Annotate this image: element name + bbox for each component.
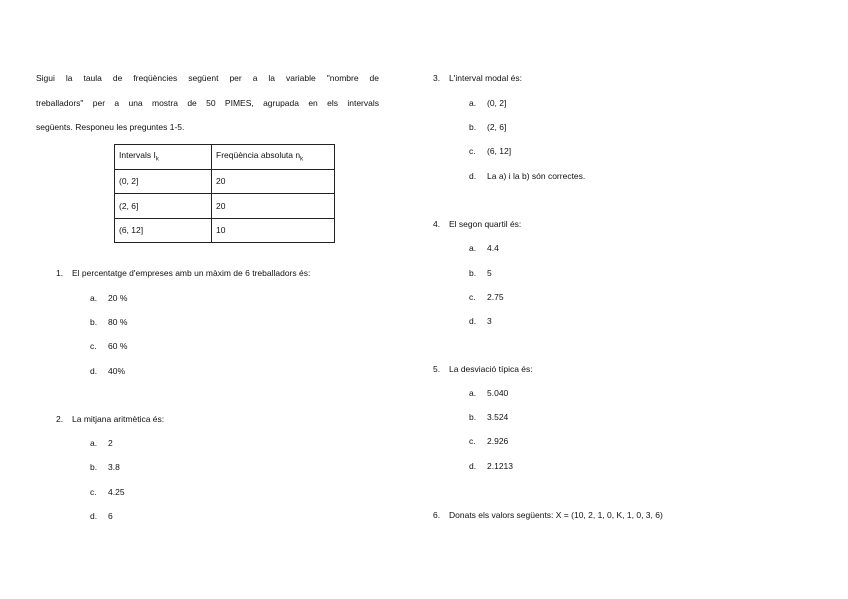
question-number: 2. xyxy=(56,414,64,424)
intro-line-2: treballadors" per a una mostra de 50 PIMES, agrupada en els intervals xyxy=(36,98,379,108)
question-1-option-b: b. 80 % xyxy=(90,317,128,327)
question-2-option-d: d. 6 xyxy=(90,511,113,521)
question-text: La desviació típica és: xyxy=(449,364,533,374)
table-cell-interval: (2, 6] xyxy=(115,194,212,219)
table-row xyxy=(115,194,335,219)
table-cell-interval: (0, 2] xyxy=(115,169,212,194)
question-number: 5. xyxy=(433,364,441,374)
question-text: Donats els valors següents: X = (10, 2, 1, 0, K, 1, 0, 3, 6) xyxy=(449,510,663,520)
question-number: 3. xyxy=(433,73,441,83)
table-header-frequency: Freqüència absoluta $n_k$ xyxy=(212,145,335,170)
question-5-option-b: b. 3.524 xyxy=(469,412,509,422)
intro-line-3: següents. Responeu les preguntes 1-5. xyxy=(36,122,185,132)
question-6 xyxy=(433,510,663,520)
table-cell-interval: (6, 12] xyxy=(115,218,212,243)
question-1-option-c: c. 60 % xyxy=(90,341,128,351)
question-5-option-a: a. 5.040 xyxy=(469,388,509,398)
question-3 xyxy=(433,73,522,83)
question-4-option-d: d. 3 xyxy=(469,316,492,326)
question-3-option-d: d. La a) i la b) són correctes. xyxy=(469,171,586,181)
question-text: L'interval modal és: xyxy=(449,73,522,83)
question-2-option-a: a. 2 xyxy=(90,438,113,448)
question-4-option-b: b. 5 xyxy=(469,268,492,278)
question-number: 1. xyxy=(56,268,64,278)
question-3-option-b: b. (2, 6] xyxy=(469,122,507,132)
question-2-option-c: c. 4.25 xyxy=(90,487,125,497)
question-5-option-d: d. 2.1213 xyxy=(469,461,513,471)
table-header-intervals: Intervals $I_k$ xyxy=(115,145,212,170)
question-5 xyxy=(433,364,533,374)
intro-line-1: Sigui la taula de freqüències següent per a la variable "nombre de xyxy=(36,73,379,83)
table-header-row xyxy=(115,145,335,170)
frequency-table xyxy=(114,144,335,243)
question-text: El segon quartil és: xyxy=(449,219,522,229)
question-text: La mitjana aritmètica és: xyxy=(72,414,165,424)
question-5-option-c: c. 2.926 xyxy=(469,436,509,446)
question-1-option-a: a. 20 % xyxy=(90,293,128,303)
table-cell-frequency: 10 xyxy=(212,218,335,243)
question-4 xyxy=(433,219,521,229)
question-text: El percentatge d'empreses amb un màxim de 6 treballadors és: xyxy=(72,268,311,278)
question-1-option-d: d. 40% xyxy=(90,366,126,376)
table-row xyxy=(115,169,335,194)
question-3-option-a: a. (0, 2] xyxy=(469,98,507,108)
question-2 xyxy=(56,414,164,424)
question-2-option-b: b. 3.8 xyxy=(90,462,120,472)
table-row xyxy=(115,218,335,243)
question-4-option-c: c. 2.75 xyxy=(469,292,504,302)
table-cell-frequency: 20 xyxy=(212,169,335,194)
question-3-option-c: c. (6, 12] xyxy=(469,146,512,156)
question-4-option-a: a. 4.4 xyxy=(469,243,499,253)
question-number: 6. xyxy=(433,510,441,520)
table-cell-frequency: 20 xyxy=(212,194,335,219)
question-1 xyxy=(56,268,310,278)
question-number: 4. xyxy=(433,219,441,229)
